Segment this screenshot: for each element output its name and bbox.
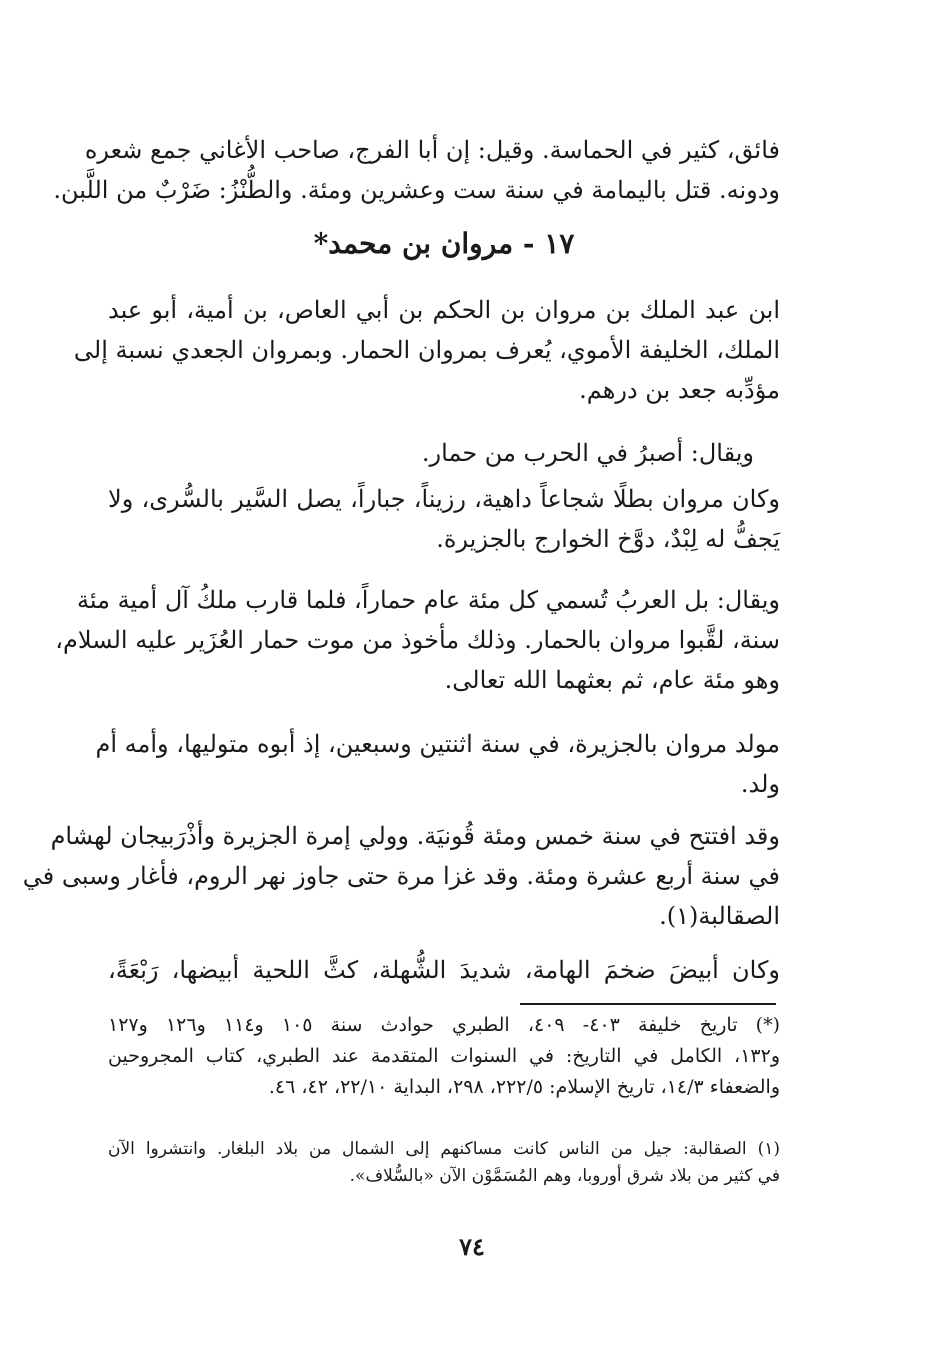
footnote-line: و١٣٢، الكامل في التاريخ: في السنوات المتقدمة عند الطبري، كتاب المجروحين xyxy=(108,1045,780,1067)
footnote-separator xyxy=(520,1003,776,1005)
text-line: فائق، كثير في الحماسة. وقيل: إن أبا الفرج، صاحب الأغاني جمع شعره xyxy=(84,136,780,164)
paragraph xyxy=(108,433,780,473)
text-line: ولد. xyxy=(740,770,780,798)
text-line: ويقال: أصبرُ في الحرب من حمار. xyxy=(421,439,754,467)
text-line: ابن عبد الملك بن مروان بن الحكم بن أبي العاص، بن أمية، أبو عبد xyxy=(108,296,780,324)
page-number: ٧٤ xyxy=(459,1232,485,1261)
footnote-1 xyxy=(108,1136,780,1190)
text-line: سنة، لقَّبوا مروان بالحمار. وذلك مأخوذ من موت حمار العُزَير عليه السلام، xyxy=(55,626,780,654)
text-line: ودونه. قتل باليمامة في سنة ست وعشرين ومئة. والطُّنْزُ: ضَرْبٌ من اللَّبن. xyxy=(53,176,780,204)
paragraph xyxy=(108,950,780,990)
paragraph xyxy=(73,290,780,410)
paragraph xyxy=(95,724,780,804)
text-line: مؤدِّبه جعد بن درهم. xyxy=(579,376,780,404)
continuation-paragraph xyxy=(53,130,780,210)
text-line: وقد افتتح في سنة خمس ومئة قُونيَة. وولي إمرة الجزيرة وأذْرَبيجان لهشام xyxy=(50,822,780,850)
text-line: وكان أبيضَ ضخمَ الهامة، شديدَ الشُّهلة، كثَّ اللحية أبيضها، رَبْعَةً، xyxy=(108,956,780,984)
text-line: الملك، الخليفة الأموي، يُعرف بمروان الحمار. وبمروان الجعدي نسبة إلى xyxy=(73,336,780,364)
text-line: وهو مئة عام، ثم بعثهما الله تعالى. xyxy=(444,666,780,694)
paragraph xyxy=(22,816,780,936)
text-line: ويقال: بل العربُ تُسمي كل مئة عام حماراً، فلما قارب ملكُ آل أمية مئة xyxy=(76,586,780,614)
section-heading: ١٧ - مروان بن محمد* xyxy=(313,227,575,260)
footnote-line: (*) تاريخ خليفة ٤٠٣- ٤٠٩، الطبري حوادث سنة ١٠٥ و١١٤ و١٢٦ و١٢٧ xyxy=(108,1014,780,1036)
footnote-line: في كثير من بلاد شرق أوروبا، وهم المُسَمَّوْن الآن «بالسُّلاف». xyxy=(349,1166,780,1186)
footnote-sources xyxy=(108,1010,780,1103)
text-line: مولد مروان بالجزيرة، في سنة اثنتين وسبعين، إذ أبوه متوليها، وأمه أم xyxy=(95,730,780,758)
text-line: يَجفُّ له لِبْدٌ، دوَّخ الخوارج بالجزيرة. xyxy=(436,525,780,553)
footnote-line: والضعفاء ١٤/٣، تاريخ الإسلام: ٢٢٢/٥، ٢٩٨، البداية ٢٢/١٠، ٤٢، ٤٦. xyxy=(268,1076,780,1098)
footnote-line: (١) الصقالبة: جيل من الناس كانت مساكنهم إلى الشمال من بلاد البلغار. وانتشروا الآن xyxy=(108,1139,780,1159)
paragraph xyxy=(55,580,780,700)
text-line: وكان مروان بطلًا شجاعاً داهية، رزيناً، جباراً، يصل السَّير بالسُّرى، ولا xyxy=(108,485,780,513)
text-line: الصقالبة(١). xyxy=(659,902,780,930)
paragraph xyxy=(108,479,780,559)
text-line: في سنة أربع عشرة ومئة. وقد غزا مرة حتى جاوز نهر الروم، فأغار وسبى في xyxy=(22,862,780,890)
